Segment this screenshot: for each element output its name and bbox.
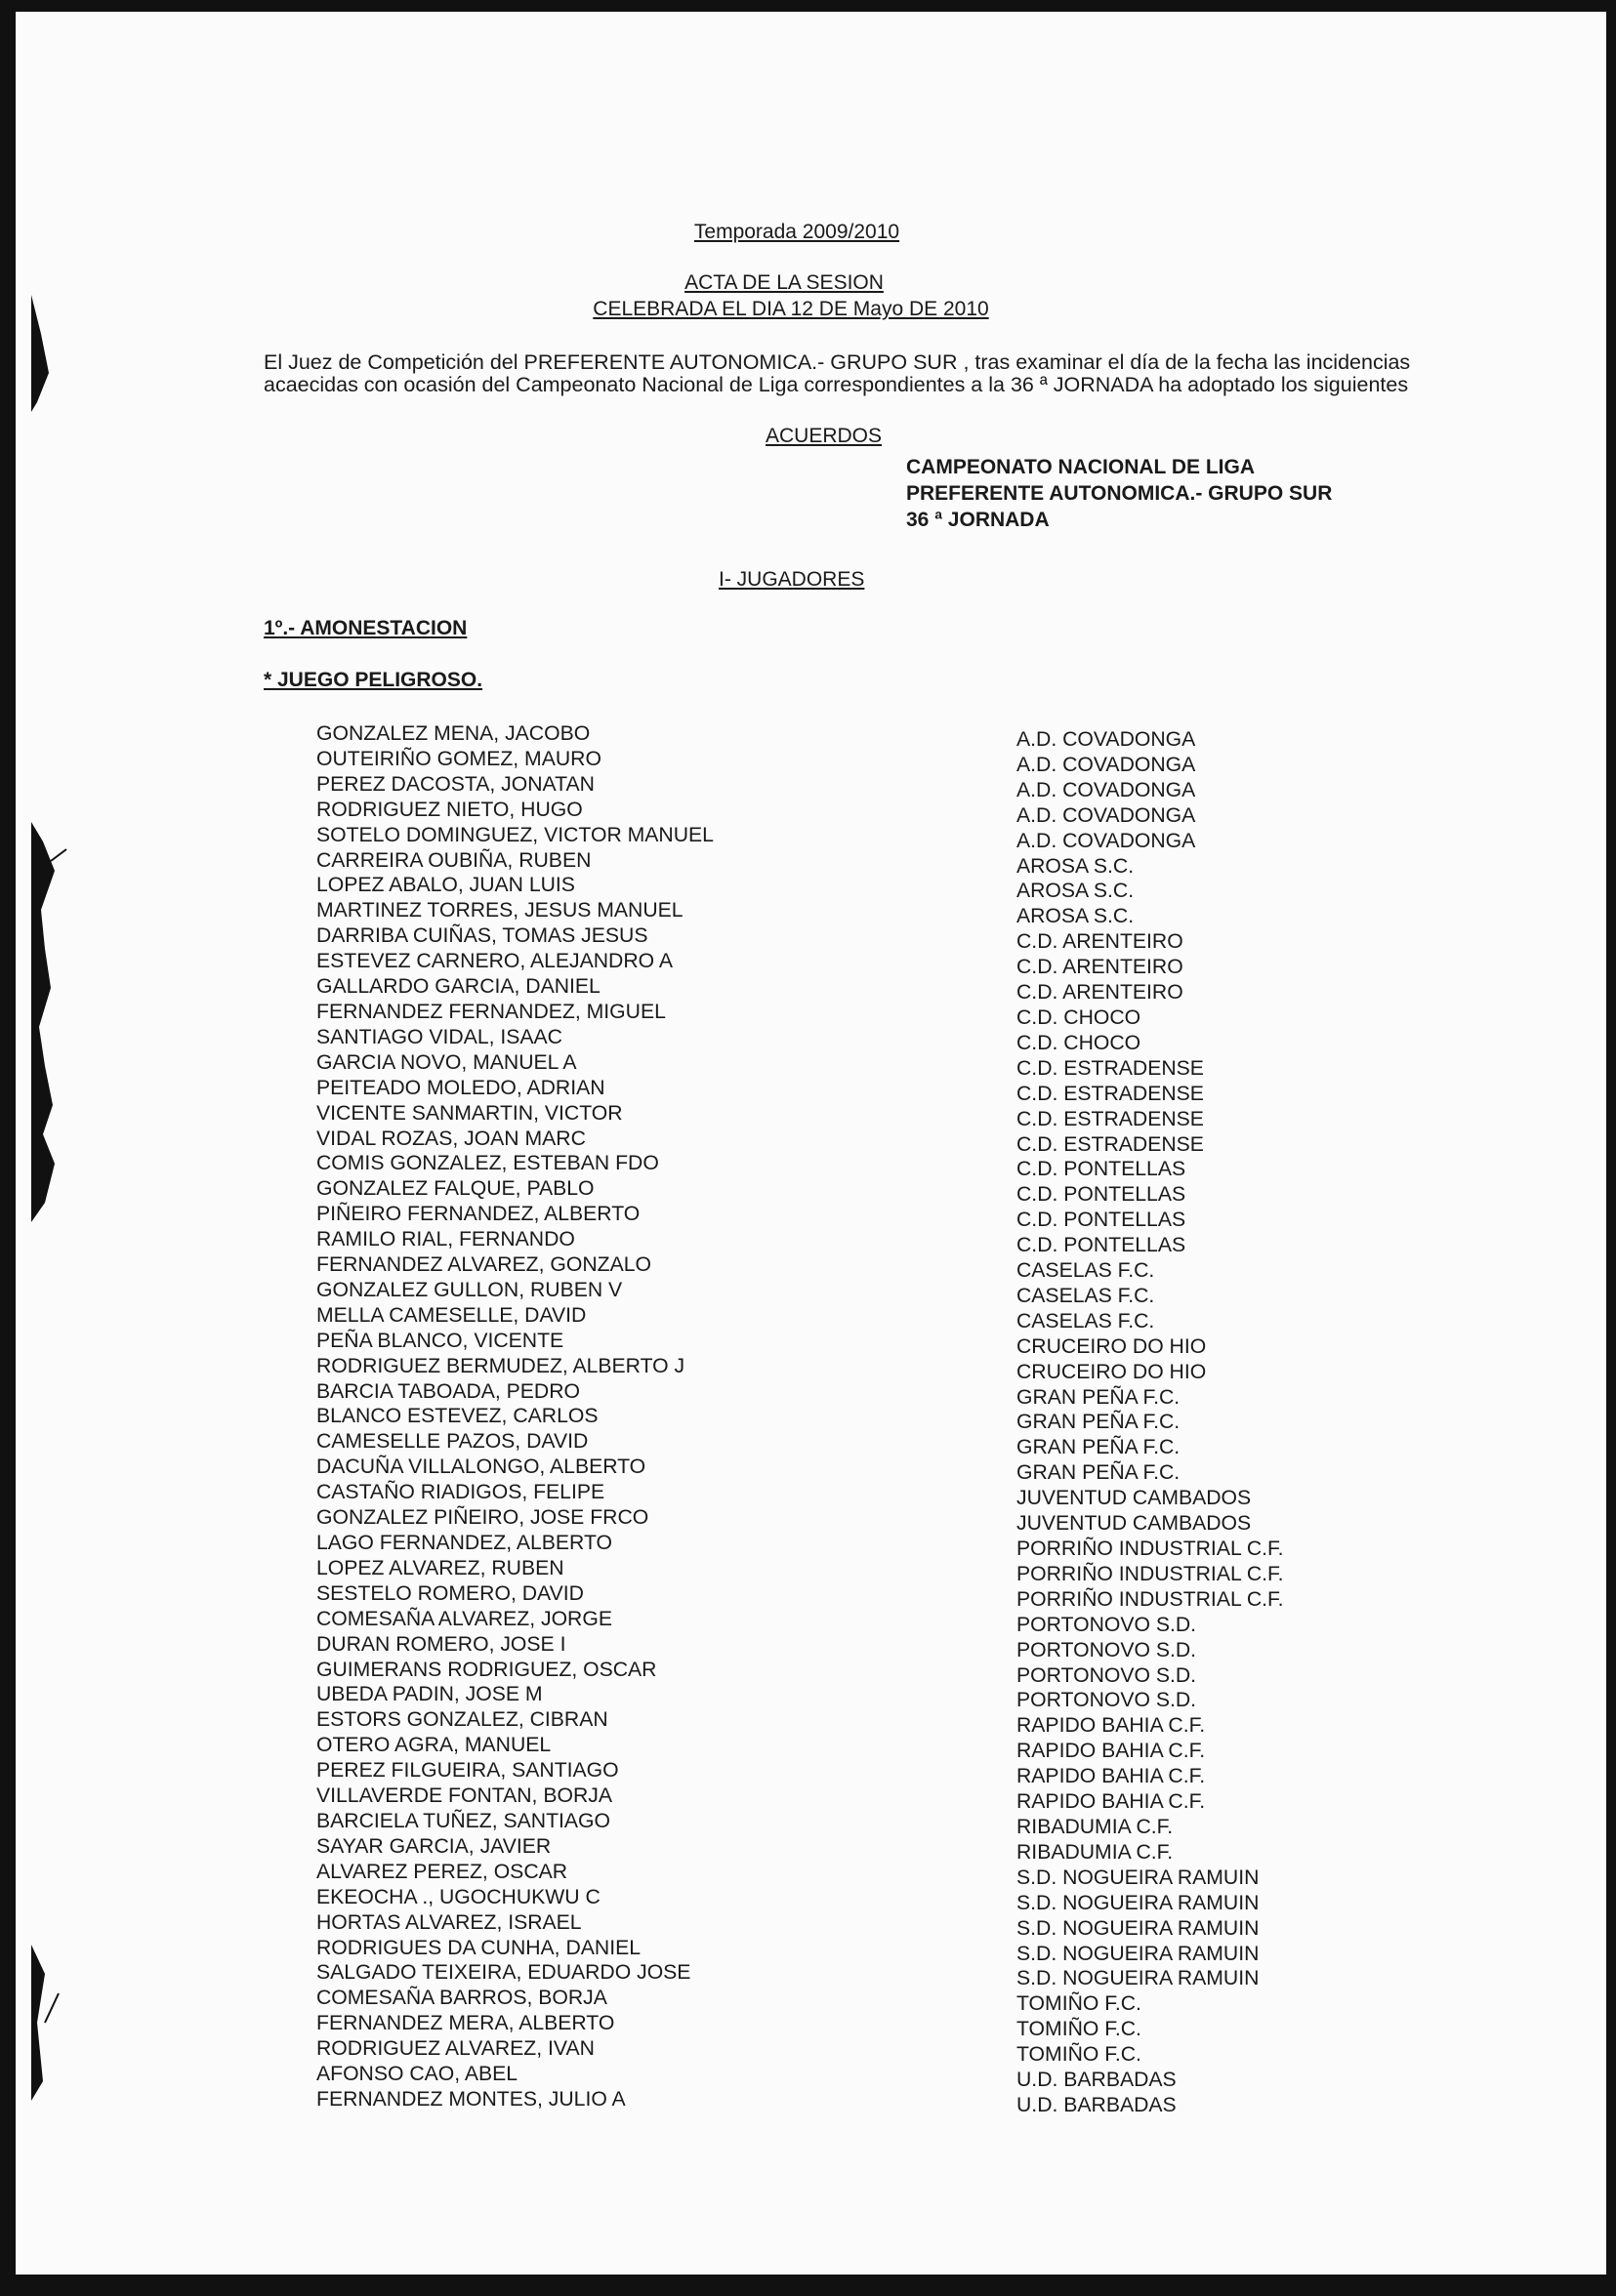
player-name: RODRIGUES DA CUNHA, DANIEL [316, 1936, 641, 1959]
player-name: SOTELO DOMINGUEZ, VICTOR MANUEL [316, 823, 714, 846]
season-title: Temporada 2009/2010 [693, 221, 900, 243]
player-team: U.D. BARBADAS [1016, 2093, 1177, 2116]
player-team: C.D. ESTRADENSE [1016, 1082, 1204, 1105]
player-name: AFONSO CAO, ABEL [316, 2063, 518, 2086]
player-name: FERNANDEZ FERNANDEZ, MIGUEL [316, 1000, 666, 1023]
player-team: C.D. PONTELLAS [1016, 1209, 1186, 1232]
player-team: C.D. PONTELLAS [1016, 1158, 1186, 1181]
subsection-heading: 1º.- AMONESTACION [264, 617, 468, 639]
player-name: GUIMERANS RODRIGUEZ, OSCAR [316, 1658, 657, 1681]
player-name: RODRIGUEZ BERMUDEZ, ALBERTO J [316, 1354, 685, 1377]
player-team: GRAN PEÑA F.C. [1016, 1461, 1181, 1485]
player-name: MARTINEZ TORRES, JESUS MANUEL [316, 899, 684, 922]
player-name: LAGO FERNANDEZ, ALBERTO [316, 1532, 612, 1554]
player-name: RAMILO RIAL, FERNANDO [316, 1228, 575, 1251]
matchday: 36 ª JORNADA [906, 509, 1050, 531]
player-name: PEREZ FILGUEIRA, SANTIAGO [316, 1759, 619, 1783]
player-name-list [316, 721, 714, 2112]
player-name: MELLA CAMESELLE, DAVID [316, 1303, 587, 1327]
player-team: TOMIÑO F.C. [1016, 2018, 1141, 2041]
player-team: C.D. ESTRADENSE [1016, 1107, 1204, 1130]
player-team: C.D. CHOCO [1016, 1005, 1141, 1029]
competition-name: CAMPEONATO NACIONAL DE LIGA [906, 456, 1256, 478]
player-name: VIDAL ROZAS, JOAN MARC [316, 1127, 586, 1150]
player-team: PORTONOVO S.D. [1016, 1663, 1197, 1687]
session-date: CELEBRADA EL DIA 12 DE Mayo DE 2010 [593, 298, 989, 320]
player-name: FERNANDEZ MONTES, JULIO A [316, 2087, 626, 2111]
player-team: GRAN PEÑA F.C. [1016, 1436, 1181, 1459]
player-team: AROSA S.C. [1016, 880, 1135, 903]
player-team: GRAN PEÑA F.C. [1016, 1411, 1181, 1434]
player-team: CRUCEIRO DO HIO [1016, 1334, 1207, 1358]
player-name: RODRIGUEZ NIETO, HUGO [316, 798, 583, 821]
player-name: COMESAÑA BARROS, BORJA [316, 1987, 607, 2010]
acta-title: ACTA DE LA SESION [684, 271, 884, 294]
player-team: S.D. NOGUEIRA RAMUIN [1016, 1942, 1260, 1965]
player-team: GRAN PEÑA F.C. [1016, 1385, 1181, 1409]
player-team: A.D. COVADONGA [1016, 803, 1196, 827]
player-name: SESTELO ROMERO, DAVID [316, 1581, 584, 1605]
competition-header [906, 454, 1332, 533]
player-name: CAMESELLE PAZOS, DAVID [316, 1430, 589, 1454]
player-team: C.D. PONTELLAS [1016, 1234, 1186, 1257]
player-team: A.D. COVADONGA [1016, 778, 1196, 801]
player-team: C.D. ESTRADENSE [1016, 1056, 1204, 1080]
competition-group: PREFERENTE AUTONOMICA.- GRUPO SUR [906, 482, 1333, 505]
player-team: RIBADUMIA C.F. [1016, 1815, 1174, 1838]
player-name: DARRIBA CUIÑAS, TOMAS JESUS [316, 924, 648, 948]
player-name: SALGADO TEIXEIRA, EDUARDO JOSE [316, 1961, 691, 1985]
torn-paper-edge [16, 12, 74, 2296]
player-name: PIÑEIRO FERNANDEZ, ALBERTO [316, 1203, 641, 1226]
player-name: DACUÑA VILLALONGO, ALBERTO [316, 1456, 646, 1479]
player-name: BARCIELA TUÑEZ, SANTIAGO [316, 1809, 611, 1832]
player-team: CRUCEIRO DO HIO [1016, 1360, 1207, 1383]
player-name: LOPEZ ALVAREZ, RUBEN [316, 1556, 564, 1579]
player-team: C.D. ARENTEIRO [1016, 981, 1183, 1004]
player-name: FERNANDEZ MERA, ALBERTO [316, 2012, 615, 2035]
player-team: C.D. CHOCO [1016, 1031, 1141, 1054]
player-name: OUTEIRIÑO GOMEZ, MAURO [316, 747, 601, 770]
player-name: ESTORS GONZALEZ, CIBRAN [316, 1708, 608, 1732]
player-name: RODRIGUEZ ALVAREZ, IVAN [316, 2037, 595, 2061]
player-team: C.D. PONTELLAS [1016, 1183, 1186, 1207]
player-name: SAYAR GARCIA, JAVIER [316, 1834, 552, 1858]
player-team: PORRIÑO INDUSTRIAL C.F. [1016, 1587, 1284, 1611]
player-name: CASTAÑO RIADIGOS, FELIPE [316, 1481, 605, 1504]
player-team: PORTONOVO S.D. [1016, 1689, 1197, 1712]
player-team: PORRIÑO INDUSTRIAL C.F. [1016, 1538, 1284, 1560]
player-name: VICENTE SANMARTIN, VICTOR [316, 1101, 623, 1125]
player-name: GONZALEZ GULLON, RUBEN V [316, 1278, 623, 1301]
player-name: SANTIAGO VIDAL, ISAAC [316, 1025, 562, 1048]
player-team: U.D. BARBADAS [1016, 2069, 1177, 2092]
player-name: PEITEADO MOLEDO, ADRIAN [316, 1076, 605, 1099]
player-team: PORTONOVO S.D. [1016, 1638, 1197, 1661]
player-name: PEÑA BLANCO, VICENTE [316, 1329, 564, 1352]
player-name: COMESAÑA ALVAREZ, JORGE [316, 1607, 612, 1630]
player-team: RAPIDO BAHIA C.F. [1016, 1714, 1206, 1738]
player-team: S.D. NOGUEIRA RAMUIN [1016, 1891, 1260, 1914]
player-team: RIBADUMIA C.F. [1016, 1840, 1174, 1864]
player-team: CASELAS F.C. [1016, 1309, 1155, 1332]
player-team: TOMIÑO F.C. [1016, 2043, 1141, 2067]
player-team: C.D. ESTRADENSE [1016, 1132, 1204, 1156]
player-name: HORTAS ALVAREZ, ISRAEL [316, 1910, 582, 1934]
player-name: ALVAREZ PEREZ, OSCAR [316, 1860, 568, 1883]
player-name: VILLAVERDE FONTAN, BORJA [316, 1784, 612, 1808]
player-name: GARCIA NOVO, MANUEL A [316, 1050, 577, 1074]
player-team: A.D. COVADONGA [1016, 829, 1196, 852]
player-team: S.D. NOGUEIRA RAMUIN [1016, 1916, 1260, 1940]
section-heading: I- JUGADORES [719, 568, 865, 591]
player-team: RAPIDO BAHIA C.F. [1016, 1765, 1206, 1788]
player-name: PEREZ DACOSTA, JONATAN [316, 772, 595, 796]
player-team: A.D. COVADONGA [1016, 753, 1196, 776]
category-heading: * JUEGO PELIGROSO. [264, 669, 483, 691]
player-team: AROSA S.C. [1016, 854, 1135, 878]
intro-paragraph: El Juez de Competición del PREFERENTE AUTONOMICA.- GRUPO SUR , tras examinar el día de la fecha las incidencias acaecidas con ocasión del Campeonato Nacional de Liga correspondientes a la 36 ª JORNADA ha adoptado los siguientes [264, 350, 1411, 396]
player-name: FERNANDEZ ALVAREZ, GONZALO [316, 1253, 651, 1277]
player-team-list [1016, 727, 1284, 2118]
player-name: OTERO AGRA, MANUEL [316, 1734, 552, 1757]
acuerdos-heading: ACUERDOS [766, 425, 883, 447]
player-team: C.D. ARENTEIRO [1016, 956, 1183, 979]
player-name: BLANCO ESTEVEZ, CARLOS [316, 1405, 599, 1428]
player-team: S.D. NOGUEIRA RAMUIN [1016, 1866, 1260, 1889]
player-name: EKEOCHA ., UGOCHUKWU C [316, 1885, 601, 1908]
player-name: CARREIRA OUBIÑA, RUBEN [316, 848, 592, 872]
player-team: PORTONOVO S.D. [1016, 1613, 1197, 1636]
player-team: CASELAS F.C. [1016, 1259, 1155, 1283]
player-team: TOMIÑO F.C. [1016, 1992, 1141, 2016]
player-team: JUVENTUD CAMBADOS [1016, 1487, 1252, 1510]
player-team: AROSA S.C. [1016, 905, 1135, 928]
player-name: GONZALEZ PIÑEIRO, JOSE FRCO [316, 1506, 649, 1530]
player-name: GONZALEZ FALQUE, PABLO [316, 1177, 595, 1201]
player-name: COMIS GONZALEZ, ESTEBAN FDO [316, 1152, 659, 1175]
player-name: LOPEZ ABALO, JUAN LUIS [316, 874, 575, 897]
player-team: RAPIDO BAHIA C.F. [1016, 1740, 1206, 1763]
player-team: JUVENTUD CAMBADOS [1016, 1512, 1252, 1536]
player-team: C.D. ARENTEIRO [1016, 930, 1183, 954]
player-name: ESTEVEZ CARNERO, ALEJANDRO A [316, 950, 673, 973]
player-team: RAPIDO BAHIA C.F. [1016, 1790, 1206, 1814]
player-team: A.D. COVADONGA [1016, 728, 1196, 751]
player-name: GALLARDO GARCIA, DANIEL [316, 975, 601, 999]
player-name: BARCIA TABOADA, PEDRO [316, 1379, 581, 1403]
player-name: DURAN ROMERO, JOSE I [316, 1632, 566, 1656]
player-team: CASELAS F.C. [1016, 1284, 1155, 1307]
player-name: GONZALEZ MENA, JACOBO [316, 722, 591, 745]
player-name: UBEDA PADIN, JOSE M [316, 1683, 543, 1706]
player-team: S.D. NOGUEIRA RAMUIN [1016, 1967, 1260, 1990]
player-team: PORRIÑO INDUSTRIAL C.F. [1016, 1562, 1284, 1585]
